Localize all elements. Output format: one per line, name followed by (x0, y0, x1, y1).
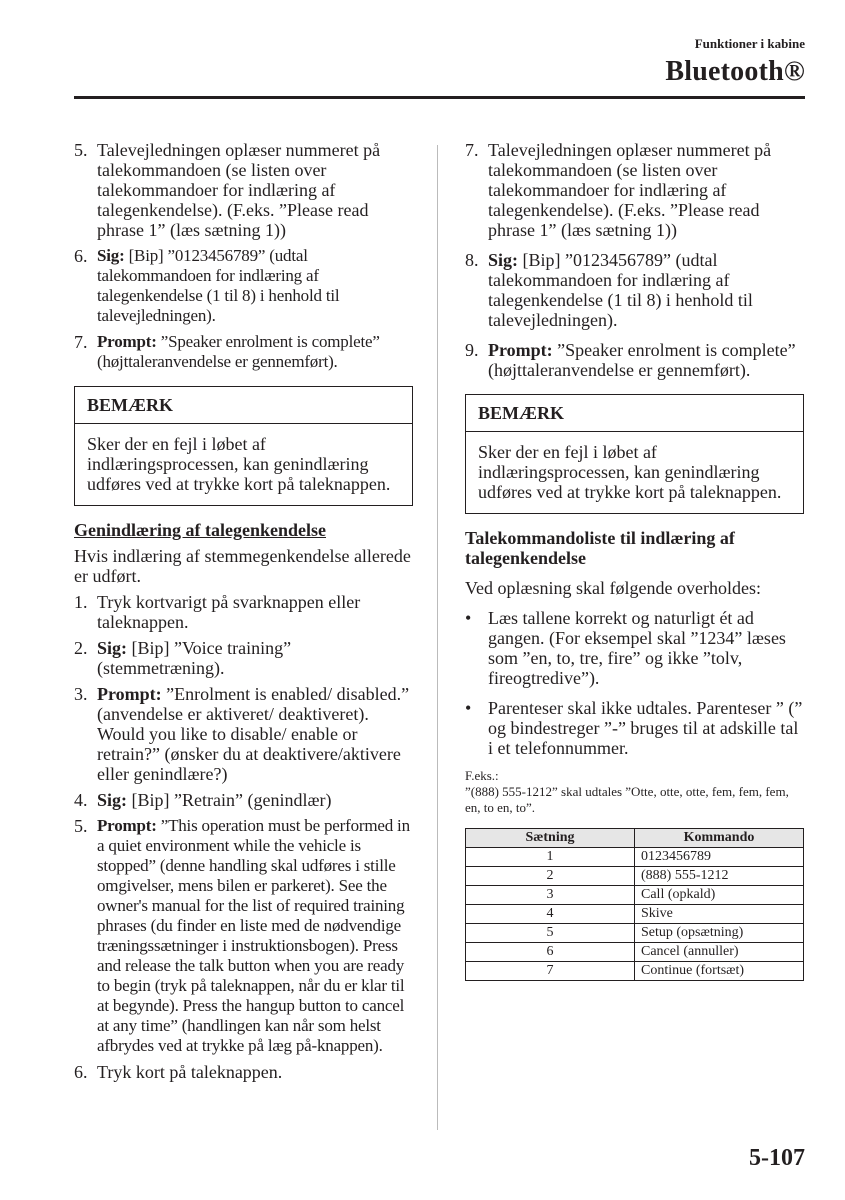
table-row (466, 962, 804, 981)
bullet-list (465, 608, 804, 758)
step-body: Talevejledningen oplæser nummeret på talekommandoen (se listen over talekommandoer for indlæring af talegenkendelse). (F.eks. ”Please read phrase 1” (læs sætning 1)) (488, 140, 772, 240)
list-item (74, 246, 413, 326)
table-cell: 2 (466, 867, 635, 886)
table-cell: 1 (466, 848, 635, 867)
list-item (74, 790, 413, 810)
step-lead: Prompt: (97, 684, 162, 704)
step-body: Tryk kortvarigt på svarknappen eller taleknappen. (97, 592, 361, 632)
note-body: Sker der en fejl i løbet af indlæringsprocessen, kan genindlæring udføres ved at trykke kort på taleknappen. (87, 434, 391, 494)
table-row (466, 943, 804, 962)
step-number: 9. (465, 340, 479, 360)
page-number: 5-107 (749, 1145, 805, 1171)
step-text (97, 332, 413, 372)
table-cell: 6 (466, 943, 635, 962)
table-cell: Call (opkald) (635, 886, 804, 905)
bullet-text: Parenteser skal ikke udtales. Parenteser ” (” og bindestreger ”-” bruges til at adskille tal i et telefonnummer. (488, 698, 803, 758)
right-column (465, 140, 804, 981)
list-item (74, 332, 413, 372)
command-table (465, 828, 804, 981)
left-column (74, 140, 413, 1088)
step-text (97, 816, 413, 1056)
note-heading: BEMÆRK (466, 395, 803, 432)
step-number: 4. (74, 790, 88, 810)
step-body: [Bip] ”Voice training” (stemmetræning). (97, 638, 292, 678)
bullet-icon: • (465, 698, 472, 718)
table-cell: 7 (466, 962, 635, 981)
step-text (97, 684, 413, 784)
step-text (488, 250, 804, 330)
step-lead: Prompt: (488, 340, 553, 360)
step-body: ”Enrolment is enabled/ disabled.” (anvendelse er aktiveret/ deaktiveret). Would you like to disable/ enable or retrain?” (ønsker du at deaktivere/aktivere eller genindlære?) (97, 684, 410, 784)
list-item (74, 592, 413, 632)
example-label: F.eks.: (465, 768, 499, 783)
steps-list-b (74, 592, 413, 1082)
step-lead: Sig: (488, 250, 519, 270)
step-text (97, 246, 413, 326)
list-item (465, 140, 804, 240)
step-text (97, 790, 413, 810)
step-text (488, 340, 804, 380)
step-number: 5. (74, 816, 88, 836)
column-divider (437, 145, 438, 1130)
list-item (465, 608, 804, 688)
step-body: ”This operation must be performed in a quiet environment while the vehicle is stopped” (denne handling skal udføres i stille omgivelser, mens bilen er parkeret). See the owner's manual for the list of required training phrases (du finder en liste med de nødvendige træningssætninger i instruktionsbogen). Press and release the talk button when you are ready to begin (tryk på taleknappen, når du er klar til at begynde). Press the hangup button to cancel at any time” (handlingen kan når som helst afbrydes ved at trykke på læg på-knappen). (97, 816, 410, 1055)
list-item (465, 698, 804, 758)
column-header: Sætning (466, 829, 635, 848)
table-row (466, 905, 804, 924)
step-number: 3. (74, 684, 88, 704)
step-lead: Sig: (97, 790, 128, 810)
table-cell: Skive (635, 905, 804, 924)
header-rule (74, 96, 805, 99)
step-text (488, 140, 804, 240)
list-item (74, 638, 413, 678)
table-cell: Setup (opsætning) (635, 924, 804, 943)
step-text (97, 1062, 413, 1082)
table-row (466, 848, 804, 867)
step-text (97, 592, 413, 632)
table-cell: (888) 555-1212 (635, 867, 804, 886)
list-item (74, 140, 413, 240)
table-header-row (466, 829, 804, 848)
table-cell: Cancel (annuller) (635, 943, 804, 962)
steps-list-c (465, 140, 804, 380)
note-heading: BEMÆRK (75, 387, 412, 424)
step-number: 2. (74, 638, 88, 658)
table-row (466, 924, 804, 943)
table-cell: 3 (466, 886, 635, 905)
step-number: 6. (74, 1062, 88, 1082)
bullet-text: Læs tallene korrekt og naturligt ét ad gangen. (For eksempel skal ”1234” læses som ”en, to, tre, fire” og ikke ”tolv, fireogtredive”). (488, 608, 786, 688)
list-item (74, 684, 413, 784)
step-body: Talevejledningen oplæser nummeret på talekommandoen (se listen over talekommandoer for indlæring af talegenkendelse). (F.eks. ”Please read phrase 1” (læs sætning 1)) (97, 140, 381, 240)
step-number: 6. (74, 246, 88, 266)
step-text (97, 140, 413, 240)
column-header: Kommando (635, 829, 804, 848)
step-body: [Bip] ”0123456789” (udtal talekommandoen for indlæring af talegenkendelse (1 til 8) i henhold til talevejledningen). (488, 250, 753, 330)
step-body: [Bip] ”Retrain” (genindlær) (127, 790, 332, 810)
bullet-icon: • (465, 608, 472, 628)
section-subheading: Genindlæring af talegenkendelse (74, 520, 327, 540)
page-title: Bluetooth® (665, 56, 805, 87)
step-body: Tryk kort på taleknappen. (97, 1062, 283, 1082)
step-number: 5. (74, 140, 88, 160)
step-text (97, 638, 413, 678)
step-lead: Prompt: (97, 816, 157, 835)
intro-text: Hvis indlæring af stemmegenkendelse allerede er udført. (74, 546, 411, 586)
table-cell: 5 (466, 924, 635, 943)
step-lead: Prompt: (97, 332, 157, 351)
step-number: 7. (74, 332, 88, 352)
list-item (465, 250, 804, 330)
intro-text: Ved oplæsning skal følgende overholdes: (465, 578, 761, 598)
step-body: ”Speaker enrolment is complete” (højttaleranvendelse er gennemført). (488, 340, 796, 380)
step-number: 8. (465, 250, 479, 270)
table-cell: 4 (466, 905, 635, 924)
step-body: [Bip] ”0123456789” (udtal talekommandoen for indlæring af talegenkendelse (1 til 8) i henhold til talevejledningen). (97, 246, 340, 325)
table-cell: Continue (fortsæt) (635, 962, 804, 981)
steps-list-a (74, 140, 413, 372)
step-number: 7. (465, 140, 479, 160)
list-item (74, 816, 413, 1056)
table-row (466, 886, 804, 905)
step-number: 1. (74, 592, 88, 612)
note-box (74, 386, 413, 506)
example-text: ”(888) 555-1212” skal udtales ”Otte, otte, otte, fem, fem, fem, en, to en, to”. (465, 784, 789, 815)
table-row (466, 867, 804, 886)
section-header: Funktioner i kabine (694, 36, 805, 51)
section-subheading: Talekommandoliste til indlæring af talegenkendelse (465, 528, 735, 568)
note-box (465, 394, 804, 514)
step-lead: Sig: (97, 638, 128, 658)
step-body: ”Speaker enrolment is complete” (højttaleranvendelse er gennemført). (97, 332, 380, 371)
step-lead: Sig: (97, 246, 125, 265)
note-body: Sker der en fejl i løbet af indlæringsprocessen, kan genindlæring udføres ved at trykke kort på taleknappen. (478, 442, 782, 502)
list-item (74, 1062, 413, 1082)
table-cell: 0123456789 (635, 848, 804, 867)
list-item (465, 340, 804, 380)
